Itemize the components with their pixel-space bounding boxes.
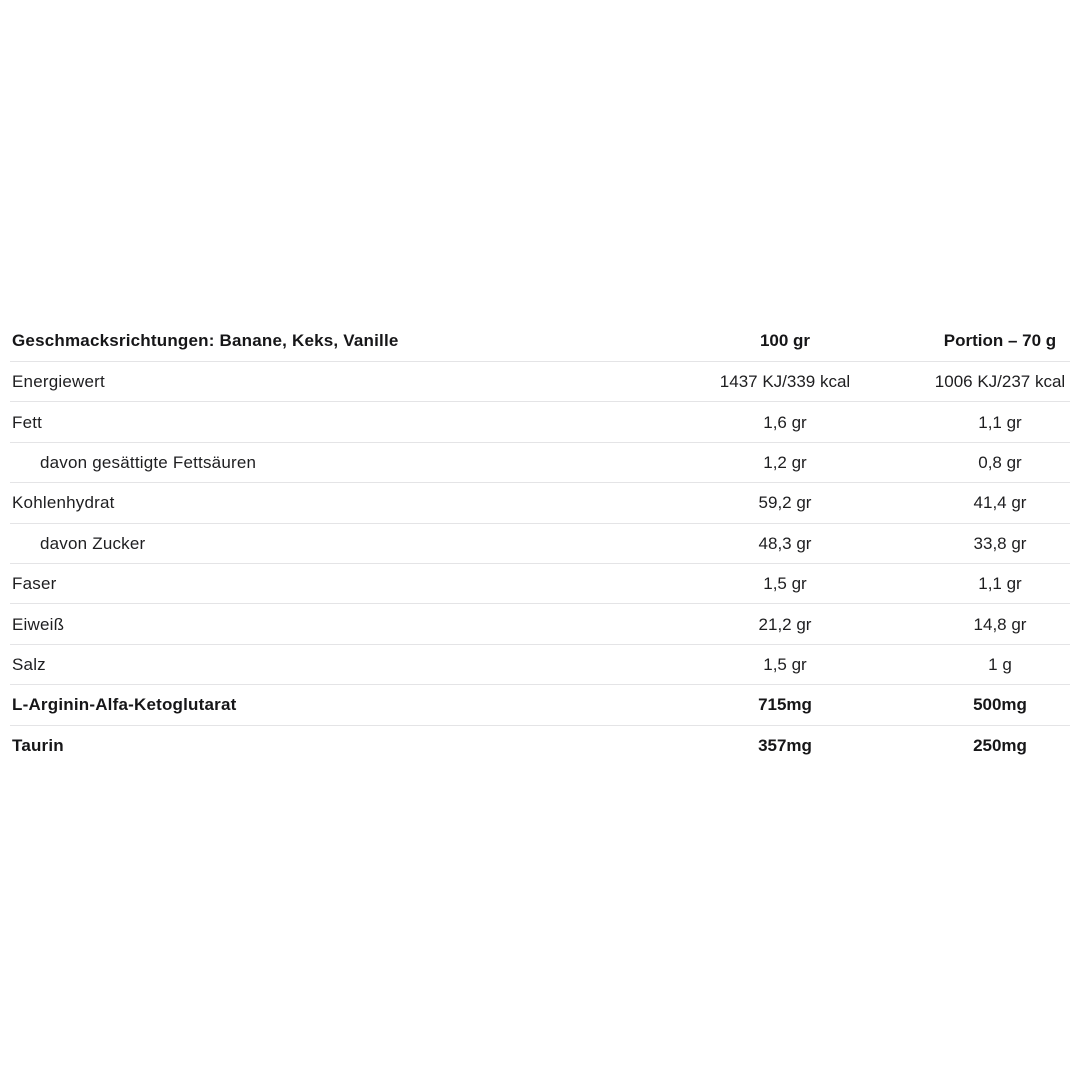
- value-100g: 1,6 gr: [763, 412, 807, 432]
- flavors-title: Geschmacksrichtungen: Banane, Keks, Vanille: [12, 331, 399, 350]
- row-label: Fett: [12, 412, 43, 432]
- value-portion: 250mg: [973, 736, 1027, 756]
- row-label: Eiweiß: [12, 614, 65, 634]
- table-row-fett: [10, 402, 1070, 442]
- value-portion: 1,1 gr: [978, 574, 1022, 594]
- value-100g: 21,2 gr: [758, 614, 812, 634]
- value-100g: 48,3 gr: [758, 533, 812, 553]
- value-100g: 59,2 gr: [758, 493, 812, 513]
- table-row-taurin: [10, 726, 1070, 766]
- nutrition-table: [10, 320, 1070, 766]
- value-100g: 1,2 gr: [763, 452, 807, 472]
- table-row-gesaettigte-fettsaeuren: [10, 443, 1070, 483]
- value-100g: 1,5 gr: [763, 654, 807, 674]
- value-portion: 41,4 gr: [973, 493, 1027, 513]
- value-portion: 1 g: [988, 654, 1012, 674]
- row-label: davon Zucker: [40, 533, 146, 553]
- value-100g: 357mg: [758, 736, 812, 756]
- table-row-faser: [10, 564, 1070, 604]
- row-label: Taurin: [12, 736, 64, 756]
- table-row-energiewert: [10, 362, 1070, 402]
- table-row-arginin-akg: [10, 685, 1070, 725]
- table-row-eiweiss: [10, 604, 1070, 644]
- row-label: Salz: [12, 654, 46, 674]
- value-100g: 715mg: [758, 695, 812, 715]
- value-100g: 1,5 gr: [763, 574, 807, 594]
- row-label: L-Arginin-Alfa-Ketoglutarat: [12, 695, 237, 715]
- column-header-100g: 100 gr: [759, 331, 811, 350]
- table-row-zucker: [10, 524, 1070, 564]
- table-row-kohlenhydrat: [10, 483, 1070, 523]
- value-portion: 14,8 gr: [973, 614, 1027, 634]
- row-label: davon gesättigte Fettsäuren: [40, 452, 257, 472]
- value-portion: 33,8 gr: [973, 533, 1027, 553]
- table-row-salz: [10, 645, 1070, 685]
- table-header-row: [10, 320, 1070, 362]
- column-header-portion: Portion – 70 g: [943, 331, 1057, 350]
- value-portion: 0,8 gr: [978, 452, 1022, 472]
- row-label: Kohlenhydrat: [12, 493, 115, 513]
- value-100g: 1437 KJ/339 kcal: [719, 372, 851, 392]
- value-portion: 500mg: [973, 695, 1027, 715]
- row-label: Energiewert: [12, 372, 105, 392]
- value-portion: 1006 KJ/237 kcal: [934, 372, 1066, 392]
- value-portion: 1,1 gr: [978, 412, 1022, 432]
- row-label: Faser: [12, 574, 57, 594]
